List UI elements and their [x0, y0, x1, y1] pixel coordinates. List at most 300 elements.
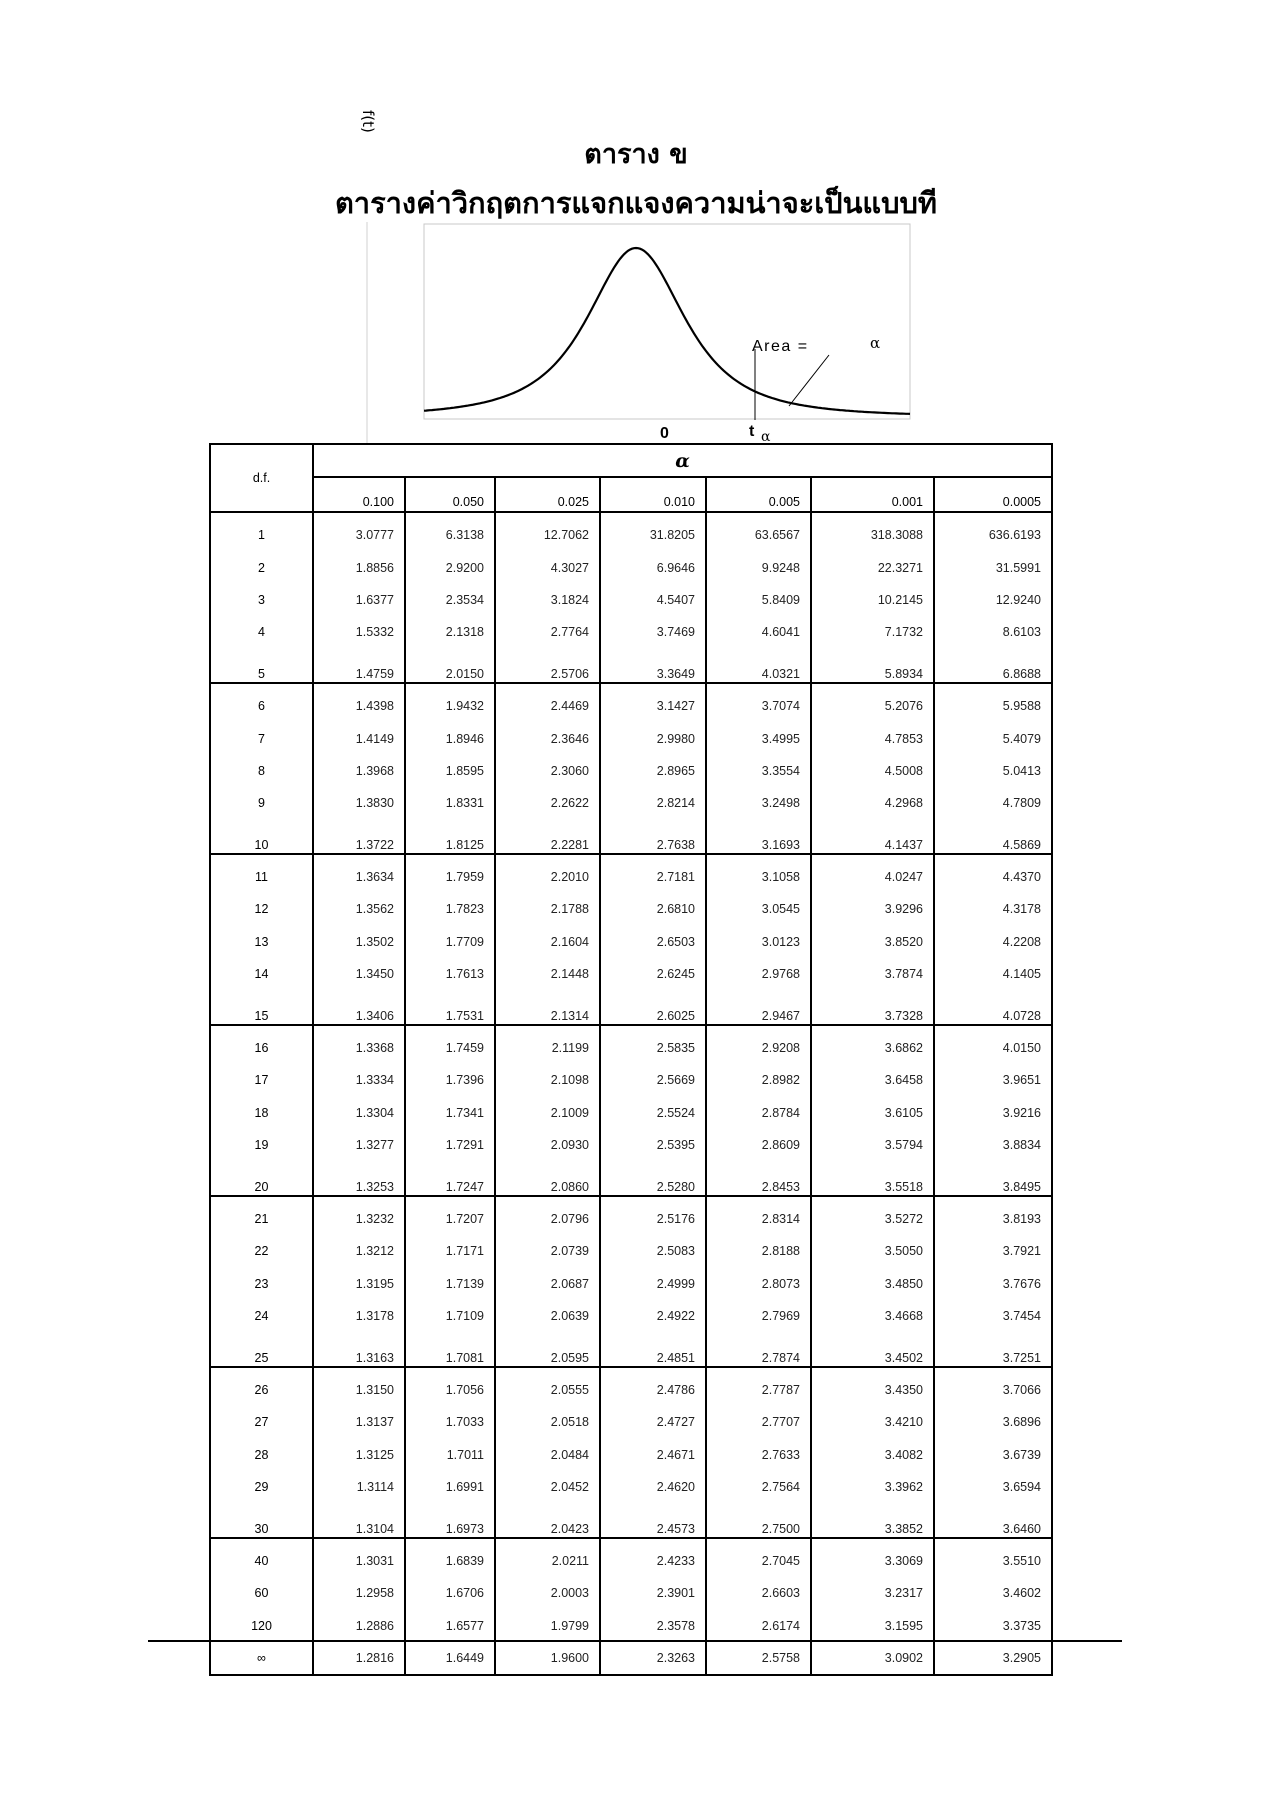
value-cell: 2.9467 — [706, 990, 811, 1024]
value-cell: 2.3263 — [600, 1642, 706, 1675]
value-cell: 3.3735 — [934, 1610, 1052, 1642]
value-cell: 22.3271 — [811, 551, 934, 583]
value-cell: 1.8856 — [313, 551, 405, 583]
value-cell: 3.9296 — [811, 893, 934, 925]
table-row — [210, 1064, 1052, 1096]
value-cell: 2.4786 — [600, 1367, 706, 1406]
value-cell: 2.0423 — [495, 1503, 600, 1537]
value-cell: 7.1732 — [811, 616, 934, 648]
df-cell: 4 — [210, 616, 313, 648]
table-row — [210, 1538, 1052, 1577]
table-row — [210, 926, 1052, 958]
value-cell: 8.6103 — [934, 616, 1052, 648]
value-cell: 2.2010 — [495, 854, 600, 893]
value-cell: 3.7921 — [934, 1235, 1052, 1267]
value-cell: 1.7056 — [405, 1367, 495, 1406]
value-cell: 2.6245 — [600, 958, 706, 990]
table-row — [210, 1367, 1052, 1406]
value-cell: 5.8934 — [811, 649, 934, 683]
value-cell: 1.8595 — [405, 755, 495, 787]
value-cell: 2.0452 — [495, 1471, 600, 1503]
value-cell: 2.0739 — [495, 1235, 600, 1267]
value-cell: 2.7874 — [706, 1332, 811, 1366]
table-row — [210, 990, 1052, 1024]
value-cell: 2.1009 — [495, 1097, 600, 1129]
value-cell: 3.7874 — [811, 958, 934, 990]
value-cell: 2.0555 — [495, 1367, 600, 1406]
value-cell: 1.3178 — [313, 1300, 405, 1332]
value-cell: 2.5176 — [600, 1196, 706, 1235]
value-cell: 2.9768 — [706, 958, 811, 990]
value-cell: 1.3502 — [313, 926, 405, 958]
value-cell: 3.4210 — [811, 1406, 934, 1438]
table-row — [210, 584, 1052, 616]
value-cell: 3.1824 — [495, 584, 600, 616]
value-cell: 3.7251 — [934, 1332, 1052, 1366]
value-cell: 2.4851 — [600, 1332, 706, 1366]
t-subscript: α — [761, 429, 771, 445]
df-cell: 13 — [210, 926, 313, 958]
value-cell: 3.6739 — [934, 1439, 1052, 1471]
value-cell: 1.3968 — [313, 755, 405, 787]
df-cell: 29 — [210, 1471, 313, 1503]
value-cell: 3.2317 — [811, 1577, 934, 1609]
df-cell: 15 — [210, 990, 313, 1024]
value-cell: 4.2208 — [934, 926, 1052, 958]
alpha-column-header: 0.025 — [495, 477, 600, 512]
page-title: ตารางค่าวิกฤตการแจกแจงความน่าจะเป็นแบบที — [334, 186, 938, 220]
value-cell: 2.9200 — [405, 551, 495, 583]
value-cell: 6.9646 — [600, 551, 706, 583]
bottom-rule — [148, 1640, 1122, 1642]
value-cell: 1.3232 — [313, 1196, 405, 1235]
table-row — [210, 1235, 1052, 1267]
value-cell: 1.5332 — [313, 616, 405, 648]
value-cell: 3.6896 — [934, 1406, 1052, 1438]
value-cell: 63.6567 — [706, 512, 811, 551]
df-cell: 21 — [210, 1196, 313, 1235]
value-cell: 1.6839 — [405, 1538, 495, 1577]
value-cell: 2.4620 — [600, 1471, 706, 1503]
value-cell: 3.3852 — [811, 1503, 934, 1537]
value-cell: 4.2968 — [811, 787, 934, 819]
table-row — [210, 1300, 1052, 1332]
df-cell: ∞ — [210, 1642, 313, 1675]
value-cell: 3.4350 — [811, 1367, 934, 1406]
value-cell: 2.0484 — [495, 1439, 600, 1471]
table-label: ตาราง ข — [584, 139, 688, 170]
value-cell: 3.8193 — [934, 1196, 1052, 1235]
value-cell: 1.7959 — [405, 854, 495, 893]
value-cell: 5.0413 — [934, 755, 1052, 787]
value-cell: 4.3027 — [495, 551, 600, 583]
value-cell: 1.3212 — [313, 1235, 405, 1267]
value-cell: 2.0595 — [495, 1332, 600, 1366]
value-cell: 4.7853 — [811, 722, 934, 754]
value-cell: 2.8314 — [706, 1196, 811, 1235]
value-cell: 3.4502 — [811, 1332, 934, 1366]
df-cell: 11 — [210, 854, 313, 893]
df-cell: 10 — [210, 820, 313, 854]
value-cell: 5.2076 — [811, 683, 934, 722]
table-row — [210, 1025, 1052, 1064]
value-cell: 1.7139 — [405, 1268, 495, 1300]
value-cell: 1.7396 — [405, 1064, 495, 1096]
value-cell: 2.5395 — [600, 1129, 706, 1161]
value-cell: 2.9980 — [600, 722, 706, 754]
value-cell: 1.3150 — [313, 1367, 405, 1406]
value-cell: 2.7181 — [600, 854, 706, 893]
value-cell: 1.3634 — [313, 854, 405, 893]
t-label: t — [749, 423, 755, 440]
value-cell: 3.2905 — [934, 1642, 1052, 1675]
table-row — [210, 1161, 1052, 1195]
value-cell: 2.1448 — [495, 958, 600, 990]
value-cell: 10.2145 — [811, 584, 934, 616]
value-cell: 3.6458 — [811, 1064, 934, 1096]
value-cell: 2.6503 — [600, 926, 706, 958]
value-cell: 1.4398 — [313, 683, 405, 722]
table-row — [210, 551, 1052, 583]
df-cell: 22 — [210, 1235, 313, 1267]
value-cell: 318.3088 — [811, 512, 934, 551]
value-cell: 4.4370 — [934, 854, 1052, 893]
value-cell: 1.3277 — [313, 1129, 405, 1161]
value-cell: 2.0930 — [495, 1129, 600, 1161]
plot-frame — [424, 224, 910, 419]
value-cell: 3.3649 — [600, 649, 706, 683]
df-cell: 1 — [210, 512, 313, 551]
value-cell: 4.1437 — [811, 820, 934, 854]
value-cell: 1.3562 — [313, 893, 405, 925]
value-cell: 12.9240 — [934, 584, 1052, 616]
value-cell: 2.4999 — [600, 1268, 706, 1300]
value-cell: 3.5510 — [934, 1538, 1052, 1577]
value-cell: 2.5083 — [600, 1235, 706, 1267]
value-cell: 3.0545 — [706, 893, 811, 925]
value-cell: 6.3138 — [405, 512, 495, 551]
value-cell: 1.7247 — [405, 1161, 495, 1195]
origin-label: 0 — [660, 425, 669, 442]
df-cell: 7 — [210, 722, 313, 754]
value-cell: 2.5835 — [600, 1025, 706, 1064]
value-cell: 3.4668 — [811, 1300, 934, 1332]
value-cell: 2.0860 — [495, 1161, 600, 1195]
value-cell: 2.8188 — [706, 1235, 811, 1267]
alpha-column-header: 0.100 — [313, 477, 405, 512]
value-cell: 1.7341 — [405, 1097, 495, 1129]
value-cell: 3.0902 — [811, 1642, 934, 1675]
df-cell: 6 — [210, 683, 313, 722]
value-cell: 4.0728 — [934, 990, 1052, 1024]
table-row — [210, 1196, 1052, 1235]
alpha-header: α — [313, 444, 1052, 477]
table-row — [210, 616, 1052, 648]
value-cell: 2.8965 — [600, 755, 706, 787]
value-cell: 3.6862 — [811, 1025, 934, 1064]
value-cell: 1.4149 — [313, 722, 405, 754]
value-cell: 1.7459 — [405, 1025, 495, 1064]
df-cell: 3 — [210, 584, 313, 616]
value-cell: 2.1788 — [495, 893, 600, 925]
value-cell: 3.9216 — [934, 1097, 1052, 1129]
df-cell: 28 — [210, 1439, 313, 1471]
value-cell: 3.8520 — [811, 926, 934, 958]
value-cell: 1.3031 — [313, 1538, 405, 1577]
table-row — [210, 893, 1052, 925]
table-row — [210, 755, 1052, 787]
value-cell: 1.3104 — [313, 1503, 405, 1537]
table-row — [210, 1610, 1052, 1642]
table-row — [210, 854, 1052, 893]
value-cell: 1.3114 — [313, 1471, 405, 1503]
table-row — [210, 787, 1052, 819]
value-cell: 4.5407 — [600, 584, 706, 616]
table-row — [210, 1406, 1052, 1438]
value-cell: 1.6973 — [405, 1503, 495, 1537]
value-cell: 3.4082 — [811, 1439, 934, 1471]
value-cell: 2.1314 — [495, 990, 600, 1024]
value-cell: 2.5524 — [600, 1097, 706, 1129]
value-cell: 5.8409 — [706, 584, 811, 616]
value-cell: 4.5008 — [811, 755, 934, 787]
value-cell: 1.7823 — [405, 893, 495, 925]
value-cell: 3.5272 — [811, 1196, 934, 1235]
value-cell: 2.1199 — [495, 1025, 600, 1064]
density-curve — [424, 248, 910, 414]
value-cell: 3.7074 — [706, 683, 811, 722]
value-cell: 1.7613 — [405, 958, 495, 990]
df-cell: 25 — [210, 1332, 313, 1366]
value-cell: 1.3125 — [313, 1439, 405, 1471]
df-cell: 14 — [210, 958, 313, 990]
df-cell: 24 — [210, 1300, 313, 1332]
value-cell: 2.8214 — [600, 787, 706, 819]
value-cell: 2.2281 — [495, 820, 600, 854]
value-cell: 2.4573 — [600, 1503, 706, 1537]
value-cell: 4.0247 — [811, 854, 934, 893]
value-cell: 3.1693 — [706, 820, 811, 854]
value-cell: 2.3060 — [495, 755, 600, 787]
value-cell: 4.5869 — [934, 820, 1052, 854]
value-cell: 12.7062 — [495, 512, 600, 551]
value-cell: 1.9432 — [405, 683, 495, 722]
df-cell: 60 — [210, 1577, 313, 1609]
value-cell: 3.3069 — [811, 1538, 934, 1577]
value-cell: 3.3962 — [811, 1471, 934, 1503]
value-cell: 3.3554 — [706, 755, 811, 787]
value-cell: 1.7709 — [405, 926, 495, 958]
value-cell: 3.8495 — [934, 1161, 1052, 1195]
value-cell: 6.8688 — [934, 649, 1052, 683]
value-cell: 2.5706 — [495, 649, 600, 683]
value-cell: 1.3195 — [313, 1268, 405, 1300]
value-cell: 1.6377 — [313, 584, 405, 616]
df-cell: 19 — [210, 1129, 313, 1161]
table-row — [210, 722, 1052, 754]
df-cell: 120 — [210, 1610, 313, 1642]
value-cell: 3.5518 — [811, 1161, 934, 1195]
value-cell: 2.6603 — [706, 1577, 811, 1609]
value-cell: 3.7469 — [600, 616, 706, 648]
value-cell: 2.3534 — [405, 584, 495, 616]
value-cell: 2.0211 — [495, 1538, 600, 1577]
table-row — [210, 1503, 1052, 1537]
df-cell: 18 — [210, 1097, 313, 1129]
value-cell: 1.6706 — [405, 1577, 495, 1609]
value-cell: 1.2886 — [313, 1610, 405, 1642]
value-cell: 2.4922 — [600, 1300, 706, 1332]
df-cell: 2 — [210, 551, 313, 583]
df-cell: 8 — [210, 755, 313, 787]
value-cell: 2.0687 — [495, 1268, 600, 1300]
value-cell: 2.9208 — [706, 1025, 811, 1064]
value-cell: 3.7328 — [811, 990, 934, 1024]
value-cell: 1.3137 — [313, 1406, 405, 1438]
value-cell: 1.6449 — [405, 1642, 495, 1675]
value-cell: 2.1318 — [405, 616, 495, 648]
value-cell: 2.4727 — [600, 1406, 706, 1438]
df-cell: 5 — [210, 649, 313, 683]
value-cell: 4.0321 — [706, 649, 811, 683]
table-row — [210, 649, 1052, 683]
value-cell: 3.6594 — [934, 1471, 1052, 1503]
value-cell: 3.6105 — [811, 1097, 934, 1129]
value-cell: 1.3830 — [313, 787, 405, 819]
value-cell: 2.0150 — [405, 649, 495, 683]
value-cell: 3.0123 — [706, 926, 811, 958]
value-cell: 3.1427 — [600, 683, 706, 722]
table-row — [210, 1268, 1052, 1300]
value-cell: 2.1098 — [495, 1064, 600, 1096]
area-pointer — [789, 355, 829, 406]
value-cell: 1.4759 — [313, 649, 405, 683]
value-cell: 1.3163 — [313, 1332, 405, 1366]
value-cell: 2.4469 — [495, 683, 600, 722]
df-cell: 16 — [210, 1025, 313, 1064]
alpha-levels-row — [210, 477, 1052, 512]
value-cell: 1.7011 — [405, 1439, 495, 1471]
value-cell: 1.3722 — [313, 820, 405, 854]
value-cell: 1.3450 — [313, 958, 405, 990]
value-cell: 3.5050 — [811, 1235, 934, 1267]
df-cell: 30 — [210, 1503, 313, 1537]
table-row — [210, 1471, 1052, 1503]
value-cell: 4.6041 — [706, 616, 811, 648]
alpha-column-header: 0.050 — [405, 477, 495, 512]
value-cell: 3.8834 — [934, 1129, 1052, 1161]
value-cell: 1.7531 — [405, 990, 495, 1024]
value-cell: 9.9248 — [706, 551, 811, 583]
df-cell: 9 — [210, 787, 313, 819]
value-cell: 2.8073 — [706, 1268, 811, 1300]
value-cell: 2.8453 — [706, 1161, 811, 1195]
value-cell: 31.8205 — [600, 512, 706, 551]
value-cell: 3.4602 — [934, 1577, 1052, 1609]
value-cell: 2.7633 — [706, 1439, 811, 1471]
alpha-column-header: 0.010 — [600, 477, 706, 512]
value-cell: 2.0639 — [495, 1300, 600, 1332]
value-cell: 2.0518 — [495, 1406, 600, 1438]
value-cell: 2.6174 — [706, 1610, 811, 1642]
value-cell: 1.3368 — [313, 1025, 405, 1064]
area-alpha-symbol: α — [870, 334, 881, 352]
table-row — [210, 1097, 1052, 1129]
value-cell: 1.7109 — [405, 1300, 495, 1332]
df-cell: 23 — [210, 1268, 313, 1300]
table-row — [210, 512, 1052, 551]
t-table — [209, 443, 1051, 1676]
value-cell: 1.6991 — [405, 1471, 495, 1503]
value-cell: 636.6193 — [934, 512, 1052, 551]
value-cell: 2.7500 — [706, 1503, 811, 1537]
table-row — [210, 1439, 1052, 1471]
value-cell: 2.5758 — [706, 1642, 811, 1675]
value-cell: 3.6460 — [934, 1503, 1052, 1537]
value-cell: 31.5991 — [934, 551, 1052, 583]
value-cell: 1.7207 — [405, 1196, 495, 1235]
value-cell: 2.0003 — [495, 1577, 600, 1609]
value-cell: 2.0796 — [495, 1196, 600, 1235]
value-cell: 2.7564 — [706, 1471, 811, 1503]
value-cell: 3.4995 — [706, 722, 811, 754]
table-row — [210, 1129, 1052, 1161]
df-header: d.f. — [210, 444, 313, 512]
alpha-column-header: 0.0005 — [934, 477, 1052, 512]
value-cell: 2.5669 — [600, 1064, 706, 1096]
df-cell: 12 — [210, 893, 313, 925]
value-cell: 2.2622 — [495, 787, 600, 819]
alpha-column-header: 0.001 — [811, 477, 934, 512]
table-body — [210, 512, 1052, 1675]
value-cell: 1.3334 — [313, 1064, 405, 1096]
table-row — [210, 1332, 1052, 1366]
value-cell: 2.5280 — [600, 1161, 706, 1195]
value-cell: 1.3406 — [313, 990, 405, 1024]
value-cell: 1.3304 — [313, 1097, 405, 1129]
value-cell: 2.6025 — [600, 990, 706, 1024]
value-cell: 2.7045 — [706, 1538, 811, 1577]
value-cell: 1.3253 — [313, 1161, 405, 1195]
value-cell: 1.8946 — [405, 722, 495, 754]
value-cell: 1.9600 — [495, 1642, 600, 1675]
value-cell: 1.7171 — [405, 1235, 495, 1267]
value-cell: 3.1058 — [706, 854, 811, 893]
value-cell: 3.7066 — [934, 1367, 1052, 1406]
value-cell: 3.5794 — [811, 1129, 934, 1161]
table-row — [210, 820, 1052, 854]
value-cell: 1.2816 — [313, 1642, 405, 1675]
table-row — [210, 1642, 1052, 1675]
value-cell: 3.0777 — [313, 512, 405, 551]
value-cell: 3.1595 — [811, 1610, 934, 1642]
value-cell: 2.7787 — [706, 1367, 811, 1406]
value-cell: 1.8331 — [405, 787, 495, 819]
value-cell: 2.7638 — [600, 820, 706, 854]
value-cell: 2.8609 — [706, 1129, 811, 1161]
y-axis-label: f(t) — [359, 110, 377, 133]
value-cell: 3.7454 — [934, 1300, 1052, 1332]
value-cell: 2.8982 — [706, 1064, 811, 1096]
value-cell: 1.8125 — [405, 820, 495, 854]
value-cell: 1.7033 — [405, 1406, 495, 1438]
df-cell: 26 — [210, 1367, 313, 1406]
table-row — [210, 683, 1052, 722]
area-label: Area = — [752, 338, 809, 355]
table-row — [210, 1577, 1052, 1609]
df-cell: 40 — [210, 1538, 313, 1577]
value-cell: 4.3178 — [934, 893, 1052, 925]
